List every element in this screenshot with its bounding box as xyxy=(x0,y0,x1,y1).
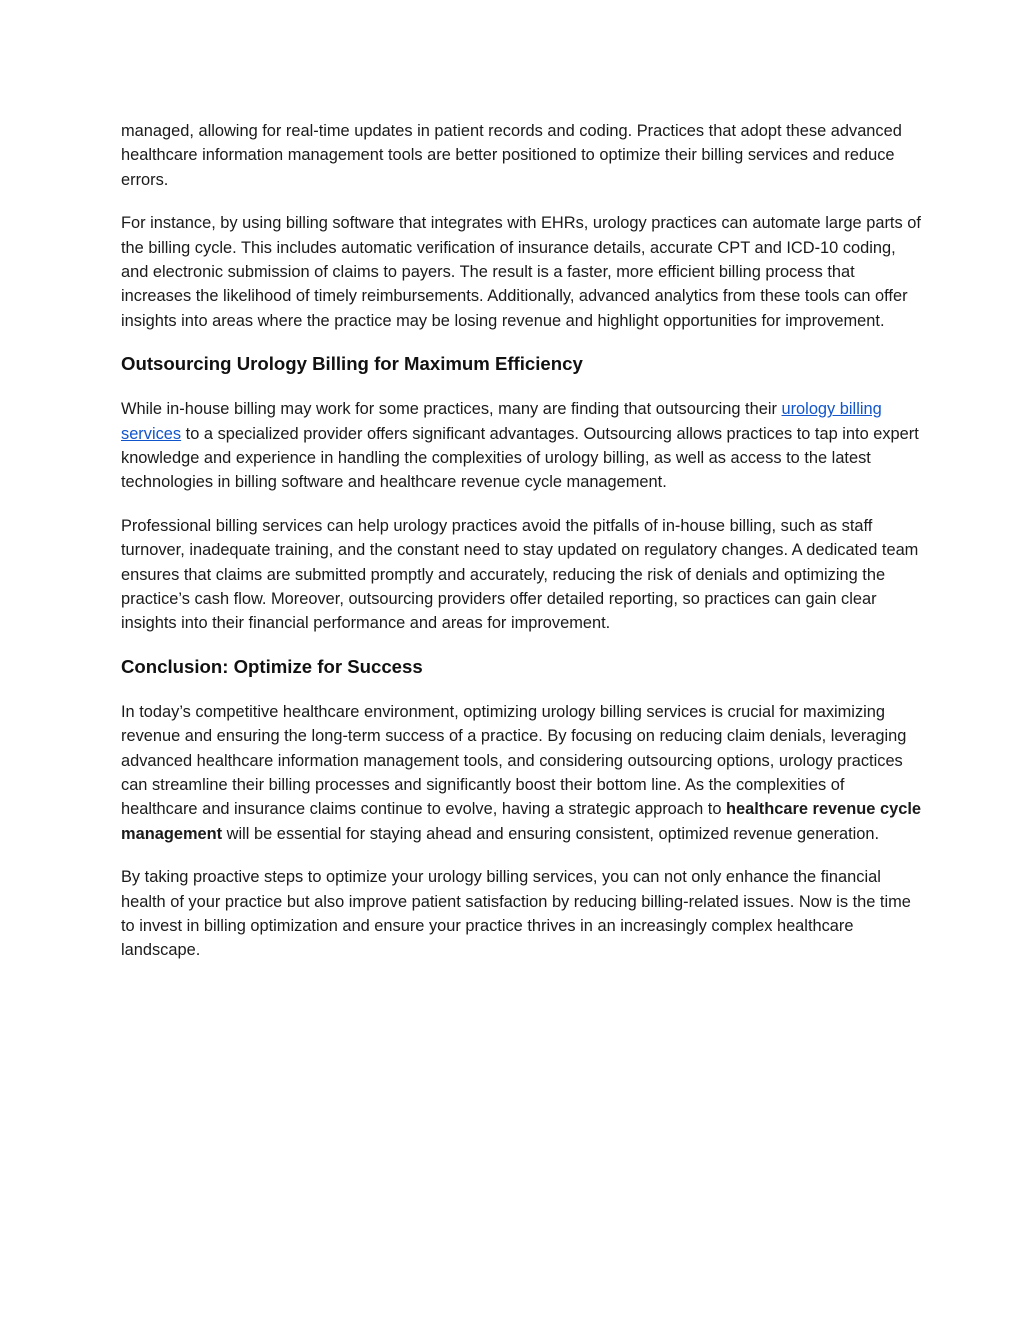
paragraph-billing-software: For instance, by using billing software that integrates with EHRs, urology practices can automate large parts of the billing cycle. This includes automatic verification of insurance details, accurate CPT and ICD-10 coding, and electronic submission of claims to payers. The result is a faster, more efficient billing process that increases the likelihood of timely reimbursements. Additionally, advanced analytics from these tools can offer insights into areas where the practice may be losing revenue and highlight opportunities for improvement. xyxy=(121,214,921,330)
bold-revenue-cycle-management: healthcare revenue cycle management xyxy=(121,800,921,843)
urology-billing-services-link[interactable]: urology billing services xyxy=(121,400,882,443)
heading-outsourcing: Outsourcing Urology Billing for Maximum Efficiency xyxy=(121,353,583,375)
paragraph-outsourcing-intro-text-after: to a specialized provider offers significant advantages. Outsourcing allows practices to tap into expert knowledge and experience in handling the complexities of urology billing, as well as access to the latest technologies in billing software and healthcare revenue cycle management. xyxy=(121,424,919,492)
document-page xyxy=(121,119,921,982)
paragraph-conclusion-text-after: will be essential for staying ahead and ensuring consistent, optimized revenue generation. xyxy=(222,824,880,843)
paragraph-conclusion-text-before: In today’s competitive healthcare environment, optimizing urology billing services is crucial for maximizing revenue and ensuring the long-term success of a practice. By focusing on reducing claim denials, leveraging advanced healthcare information management tools, and considering outsourcing options, urology practices can streamline their billing processes and significantly boost their bottom line. As the complexities of healthcare and insurance claims continue to evolve, having a strategic approach to xyxy=(121,703,907,819)
paragraph-professional-billing: Professional billing services can help urology practices avoid the pitfalls of in-house billing, such as staff turnover, inadequate training, and the constant need to stay updated on regulatory changes. A dedicated team ensures that claims are submitted promptly and accurately, reducing the risk of denials and optimizing the practice’s cash flow. Moreover, outsourcing providers offer detailed reporting, so practices can gain clear insights into their financial performance and areas for improvement. xyxy=(121,517,919,633)
paragraph-conclusion xyxy=(121,700,921,846)
paragraph-proactive-steps: By taking proactive steps to optimize your urology billing services, you can not only enhance the financial health of your practice but also improve patient satisfaction by reducing billing-related issues. Now is the time to invest in billing optimization and ensure your practice thrives in an increasingly complex healthcare landscape. xyxy=(121,868,911,960)
paragraph-outsourcing-intro-text-before: While in-house billing may work for some practices, many are finding that outsourcing their xyxy=(121,400,782,419)
heading-conclusion: Conclusion: Optimize for Success xyxy=(121,656,423,678)
paragraph-outsourcing-intro xyxy=(121,397,921,494)
paragraph-ehr-integration-end: managed, allowing for real-time updates in patient records and coding. Practices that adopt these advanced healthcare information management tools are better positioned to optimize their billing services and reduce errors. xyxy=(121,122,902,189)
